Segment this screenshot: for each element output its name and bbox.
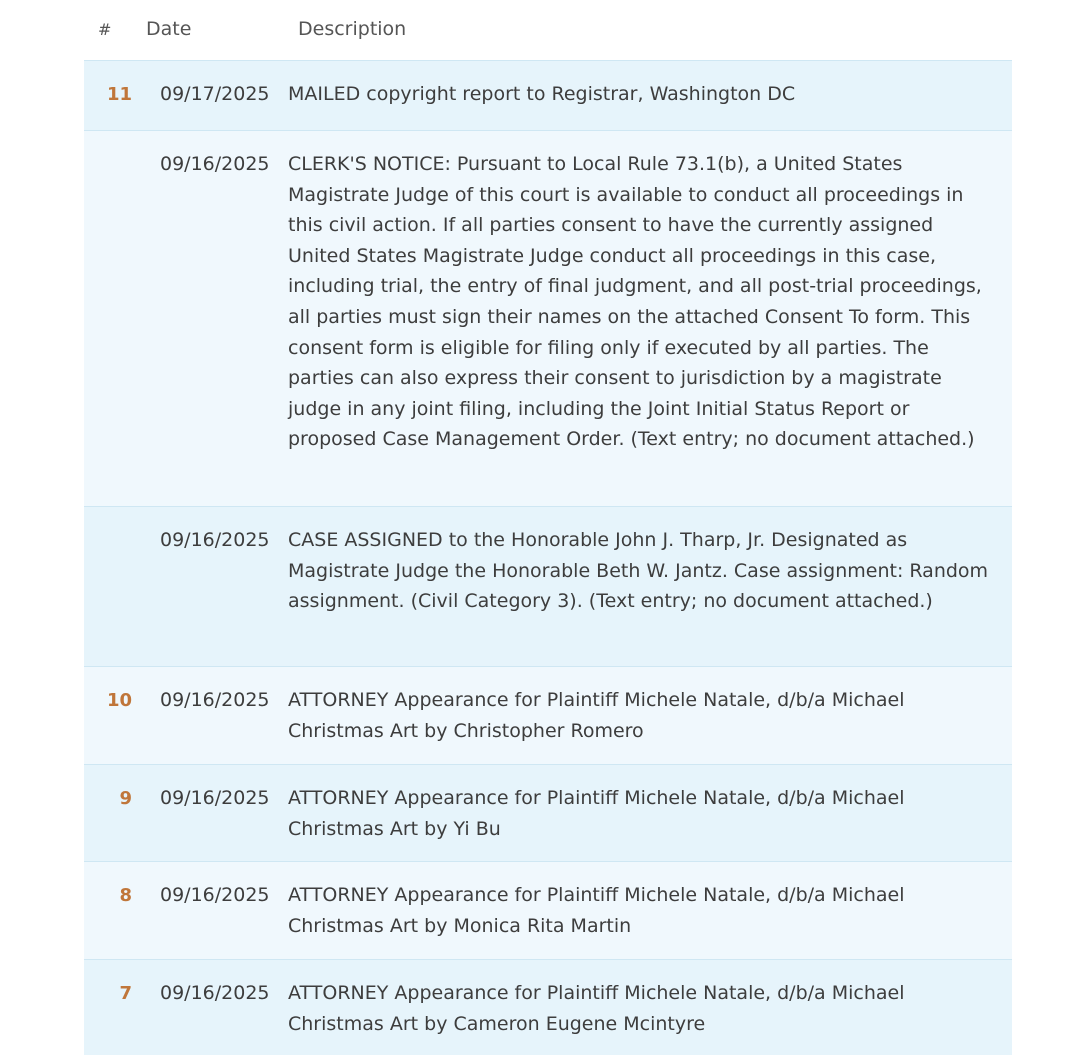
entry-number[interactable]: 11	[106, 84, 132, 105]
table-row[interactable]	[84, 764, 1012, 861]
entry-date: 09/16/2025	[160, 153, 270, 175]
header-date: Date	[146, 18, 192, 40]
table-row[interactable]	[84, 666, 1012, 764]
entry-number[interactable]: 10	[106, 690, 132, 711]
entry-date: 09/16/2025	[160, 884, 270, 906]
entry-description: CLERK'S NOTICE: Pursuant to Local Rule 73.1(b), a United States Magistrate Judge of this court is available to conduct all proceedings in this civil action. If all parties consent to have the currently assigned United States Magistrate Judge conduct all proceedings in this case, including trial, the entry of final judgment, and all post-trial proceedings, all parties must sign their names on the attached Consent To form. This consent form is eligible for filing only if executed by all parties. The parties can also express their consent to jurisdiction by a magistrate judge in any joint filing, including the Joint Initial Status Report or proposed Case Management Order. (Text entry; no document attached.)	[288, 153, 982, 451]
entry-description: MAILED copyright report to Registrar, Washington DC	[288, 83, 796, 105]
entry-date: 09/16/2025	[160, 787, 270, 809]
entry-description: ATTORNEY Appearance for Plaintiff Michele Natale, d/b/a Michael Christmas Art by Christopher Romero	[288, 689, 905, 742]
entry-description: CASE ASSIGNED to the Honorable John J. Tharp, Jr. Designated as Magistrate Judge the Honorable Beth W. Jantz. Case assignment: Random assignment. (Civil Category 3). (Text entry; no document attached.)	[288, 529, 989, 613]
entry-date: 09/16/2025	[160, 982, 270, 1004]
header-number: #	[98, 20, 112, 39]
entry-date: 09/16/2025	[160, 689, 270, 711]
docket-rows	[84, 60, 1012, 1055]
entry-description: ATTORNEY Appearance for Plaintiff Michele Natale, d/b/a Michael Christmas Art by Yi Bu	[288, 787, 905, 840]
entry-number[interactable]: 7	[119, 983, 132, 1004]
entry-description: ATTORNEY Appearance for Plaintiff Michele Natale, d/b/a Michael Christmas Art by Monica Rita Martin	[288, 884, 905, 937]
table-row[interactable]	[84, 60, 1012, 130]
table-row[interactable]	[84, 130, 1012, 506]
entry-date: 09/16/2025	[160, 529, 270, 551]
header-description: Description	[298, 18, 407, 40]
entry-date: 09/17/2025	[160, 83, 270, 105]
entry-number[interactable]: 8	[119, 885, 132, 906]
entry-description: ATTORNEY Appearance for Plaintiff Michele Natale, d/b/a Michael Christmas Art by Cameron Eugene Mcintyre	[288, 982, 905, 1035]
table-row[interactable]	[84, 959, 1012, 1055]
entry-number[interactable]: 9	[119, 788, 132, 809]
table-row[interactable]	[84, 506, 1012, 666]
table-header	[0, 0, 1080, 60]
table-row[interactable]	[84, 861, 1012, 959]
